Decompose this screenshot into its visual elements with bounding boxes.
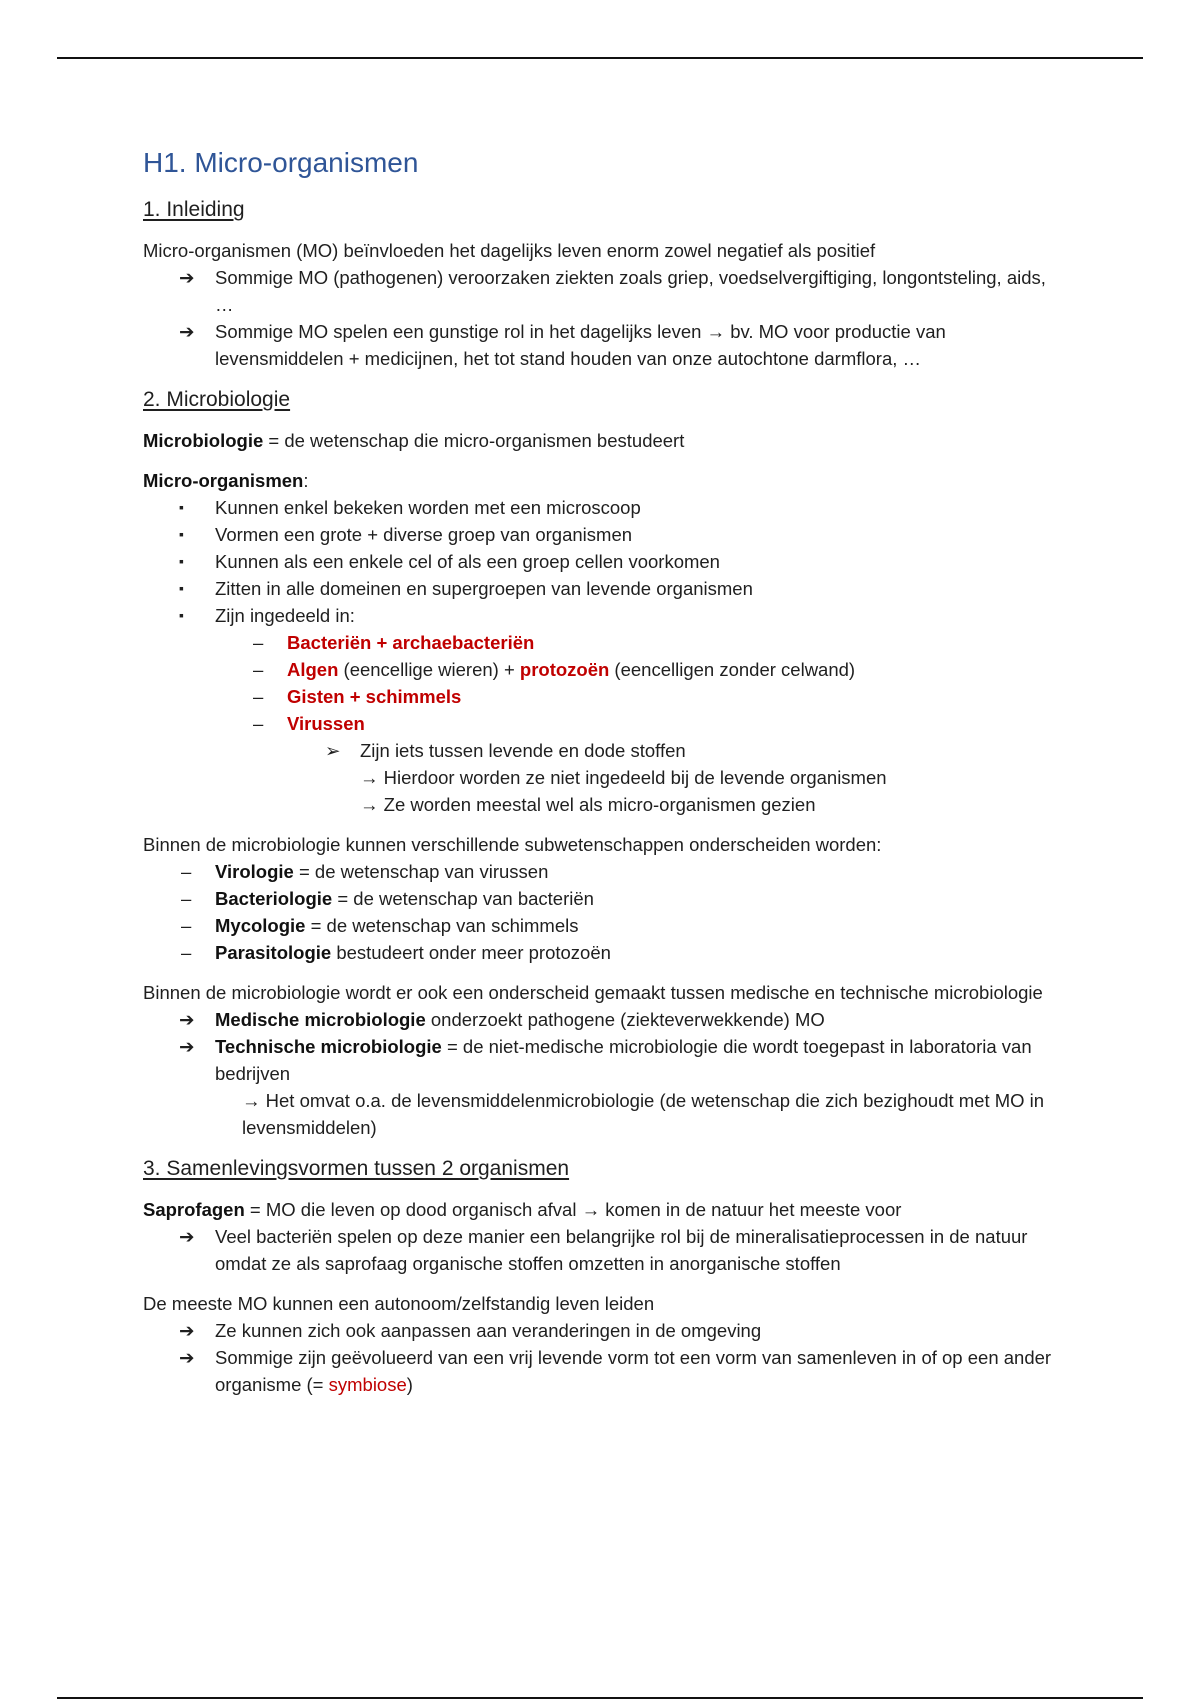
list-item-text: Ze kunnen zich ook aanpassen aan veranderingen in de omgeving	[215, 1320, 762, 1341]
paragraph: Micro-organismen (MO) beïnvloeden het dagelijks leven enorm zowel negatief als positief	[143, 240, 876, 261]
list-item-text: = de niet-medische microbiologie die wordt toegepast in laboratoria van bedrijven	[215, 1036, 1032, 1084]
list-item-text: (eencelligen zonder celwand)	[609, 659, 856, 680]
arrow-list-item	[143, 1006, 1063, 1033]
bullet-icon: ▪	[179, 499, 184, 515]
list-item-text: Sommige zijn geëvolueerd van een vrij levende vorm tot een vorm van samenleven in of op een ander organisme (=	[215, 1347, 1052, 1395]
page-title: H1. Micro-organismen	[143, 147, 419, 178]
arrow-icon: ➔	[179, 1226, 195, 1247]
list-item-text: Sommige MO spelen een gunstige rol in het dagelijks leven → bv. MO voor productie van levensmiddelen + medicijnen, het tot stand houden van onze autochtone darmflora, …	[215, 321, 946, 369]
colon: :	[303, 470, 309, 491]
sub-arrow-line	[143, 764, 1063, 791]
highlight-term: symbiose	[328, 1374, 407, 1395]
dash-icon: –	[181, 888, 192, 909]
term: Virologie	[215, 861, 294, 882]
arrow-icon: ➔	[179, 321, 195, 342]
dash-icon: –	[181, 861, 192, 882]
arrow-list-item	[143, 1317, 1063, 1344]
dash-list-item	[143, 683, 1063, 710]
term: Micro-organismen	[143, 470, 304, 491]
dash-list-item	[143, 939, 1063, 966]
list-item-text: Zitten in alle domeinen en supergroepen van levende organismen	[215, 578, 753, 599]
medisch-technisch	[143, 979, 1063, 1141]
paragraph: Binnen de microbiologie kunnen verschillende subwetenschappen onderscheiden worden:	[143, 834, 882, 855]
section-heading-microbiologie: 2. Microbiologie	[143, 388, 291, 411]
dash-list-item	[143, 629, 1063, 656]
list-item-text: Kunnen enkel bekeken worden met een microscoop	[215, 497, 641, 518]
arrow-icon: ➔	[179, 1320, 195, 1341]
dash-list-item	[143, 710, 1063, 737]
dash-list-item	[143, 656, 1063, 683]
paragraph: Binnen de microbiologie wordt er ook een onderscheid gemaakt tussen medische en technische microbiologie	[143, 982, 1043, 1003]
term: Saprofagen	[143, 1199, 245, 1220]
highlight-term: Gisten + schimmels	[287, 686, 462, 707]
bullet-list-item	[143, 521, 1063, 548]
arrow-icon: ➔	[179, 267, 195, 288]
chevron-right-icon: ➢	[325, 740, 341, 761]
dash-list-item	[143, 912, 1063, 939]
term: Parasitologie	[215, 942, 332, 963]
dash-icon: –	[253, 713, 264, 734]
list-item-text: Veel bacteriën spelen op deze manier een belangrijke rol bij de mineralisatieprocessen in de natuur omdat ze als saprofaag organische stoffen omzetten in anorganische stoffen	[215, 1226, 1028, 1274]
highlight-term: Bacteriën + archaebacteriën	[287, 632, 535, 653]
bullet-list-item	[143, 602, 1063, 629]
list-item-text: → Hierdoor worden ze niet ingedeeld bij de levende organismen	[360, 767, 887, 788]
document-body	[143, 145, 1063, 1411]
list-item-text: Zijn ingedeeld in:	[215, 605, 355, 626]
bullet-list-item	[143, 575, 1063, 602]
list-item-text: = de wetenschap van virussen	[293, 861, 549, 882]
bullet-icon: ▪	[179, 607, 184, 623]
section-heading-inleiding: 1. Inleiding	[143, 198, 245, 221]
arrow-list-item	[143, 264, 1063, 318]
list-item-text: (eencellige wieren) +	[338, 659, 520, 680]
definition-text: = de wetenschap die micro-organismen bestudeert	[263, 430, 685, 451]
section-inleiding	[143, 237, 1063, 372]
dash-list-item	[143, 885, 1063, 912]
list-item-text: Kunnen als een enkele cel of als een groep cellen voorkomen	[215, 551, 720, 572]
dash-icon: –	[253, 659, 264, 680]
arrow-list-item	[143, 1344, 1063, 1398]
saprofagen	[143, 1196, 1063, 1277]
section-heading-samenleving: 3. Samenlevingsvormen tussen 2 organismen	[143, 1157, 570, 1180]
arrow-icon: ➔	[179, 1347, 195, 1368]
bullet-icon: ▪	[179, 526, 184, 542]
bullet-icon: ▪	[179, 580, 184, 596]
list-item-text: → Ze worden meestal wel als micro-organismen gezien	[360, 794, 816, 815]
list-item-text: Zijn iets tussen levende en dode stoffen	[360, 740, 686, 761]
list-item-text: → Het omvat o.a. de levensmiddelenmicrobiologie (de wetenschap die zich bezighoudt met MO in levensmiddelen)	[242, 1090, 1045, 1138]
list-item-text: = de wetenschap van bacteriën	[332, 888, 594, 909]
chevron-list-item	[143, 737, 1063, 764]
dash-list-item	[143, 858, 1063, 885]
sub-arrow-line	[143, 791, 1063, 818]
dash-icon: –	[181, 942, 192, 963]
list-item-text: )	[406, 1374, 413, 1395]
dash-icon: –	[181, 915, 192, 936]
term: Technische microbiologie	[215, 1036, 442, 1057]
autonoom	[143, 1290, 1063, 1398]
definition-text: = MO die leven op dood organisch afval → komen in de natuur het meeste voor	[244, 1199, 902, 1220]
dash-icon: –	[253, 632, 264, 653]
bullet-icon: ▪	[179, 553, 184, 569]
bullet-list-item	[143, 548, 1063, 575]
list-item-text: Sommige MO (pathogenen) veroorzaken ziekten zoals griep, voedselvergiftiging, longontsteling, aids, …	[215, 267, 1046, 315]
term: Bacteriologie	[215, 888, 333, 909]
highlight-term: protozoën	[519, 659, 610, 680]
arrow-list-item	[143, 1223, 1063, 1277]
definition-microbiologie	[143, 427, 1063, 454]
paragraph: De meeste MO kunnen een autonoom/zelfstandig leven leiden	[143, 1293, 655, 1314]
highlight-term: Virussen	[287, 713, 365, 734]
list-item-text: = de wetenschap van schimmels	[305, 915, 579, 936]
term: Microbiologie	[143, 430, 264, 451]
arrow-icon: ➔	[179, 1009, 195, 1030]
footer-rule	[57, 1697, 1143, 1699]
micro-organismen-list	[143, 467, 1063, 818]
list-item-text: Vormen een grote + diverse groep van organismen	[215, 524, 633, 545]
sub-arrow-line	[143, 1087, 1063, 1141]
subwetenschappen	[143, 831, 1063, 966]
arrow-icon: ➔	[179, 1036, 195, 1057]
dash-icon: –	[253, 686, 264, 707]
bullet-list-item	[143, 494, 1063, 521]
list-item-text: bestudeert onder meer protozoën	[331, 942, 611, 963]
list-item-text: onderzoekt pathogene (ziekteverwekkende) MO	[425, 1009, 825, 1030]
arrow-list-item	[143, 1033, 1063, 1087]
highlight-term: Algen	[287, 659, 339, 680]
term: Medische microbiologie	[215, 1009, 426, 1030]
arrow-list-item	[143, 318, 1063, 372]
header-rule	[57, 57, 1143, 59]
term: Mycologie	[215, 915, 306, 936]
